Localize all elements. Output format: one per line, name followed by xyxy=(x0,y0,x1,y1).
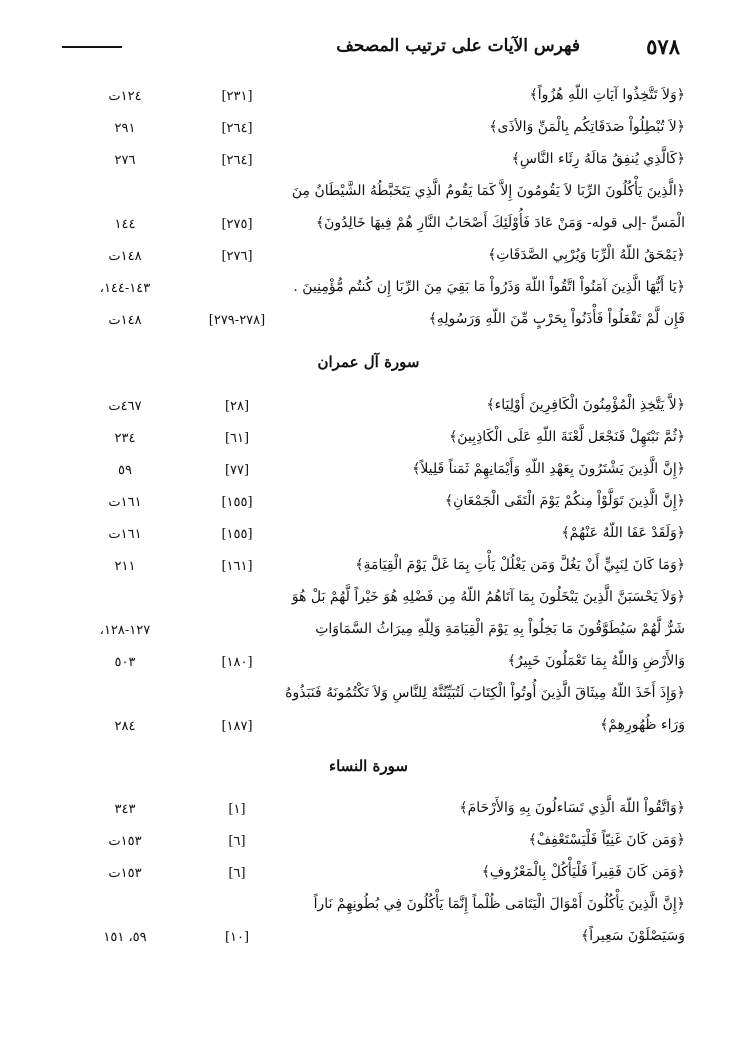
page-refs: ١٢٤ت xyxy=(108,89,142,104)
page-refs: ٢٩١ xyxy=(114,121,136,136)
page-refs: ١٢٧-١٢٨، xyxy=(99,623,151,638)
index-row xyxy=(70,180,685,208)
index-row xyxy=(70,212,685,240)
verse-number: [١٦١] xyxy=(221,559,253,574)
index-row xyxy=(70,394,685,422)
verse-text: ﴿ثُمَّ نَبْتَهِلْ فَنَجْعَل لَّعْنَةَ اللّهِ عَلَى الْكَاذِبِينَ﴾ xyxy=(449,429,685,445)
surah-heading: سورة آل عمران xyxy=(317,353,420,371)
page-refs: ١٤٨ت xyxy=(108,249,142,264)
page-refs: ١٤٤ xyxy=(114,217,136,232)
page-refs: ١٥٣ت xyxy=(108,866,142,881)
verse-text: فَإِن لَّمْ تَفْعَلُواْ فَأْذَنُواْ بِحَرْبٍ مِّنَ اللّهِ وَرَسُولِهِ﴾ xyxy=(428,311,685,327)
verse-number: [٦١] xyxy=(224,431,250,446)
verse-number: [٢٦٤] xyxy=(221,153,253,168)
verse-number: [٦] xyxy=(228,834,246,849)
verse-text: ﴿وَلاَ يَحْسَبَنَّ الَّذِينَ يَبْخَلُونَ بِمَا آتَاهُمُ اللّهُ مِن فَضْلِهِ هُوَ خَيْراً لَّهُمْ بَلْ هُوَ xyxy=(291,589,685,605)
page-refs: ٢٣٤ xyxy=(114,431,136,446)
page-refs: ١٥٣ت xyxy=(108,834,142,849)
page-refs: ٢١١ xyxy=(114,559,136,574)
surah-heading: سورة النساء xyxy=(329,757,408,775)
index-row xyxy=(70,522,685,550)
verse-number: [١٥٥] xyxy=(221,495,253,510)
page-refs: ١٦١ت xyxy=(108,527,142,542)
page-refs: ٥٩، ١٥١ xyxy=(103,930,147,945)
verse-text: ﴿وَلاَ تَتَّخِذُوا آيَاتِ اللّهِ هُزُواً﴾ xyxy=(529,87,685,103)
verse-text: الْمَسِّ -إلى قوله- وَمَنْ عَادَ فَأُوْلَئِكَ أَصْحَابُ النَّارِ هُمْ فِيهَا خَالِدُونَ﴾ xyxy=(315,215,685,231)
index-row xyxy=(70,893,685,921)
verse-text: شَرٌّ لَّهُمْ سَيُطَوَّقُونَ مَا بَخِلُواْ بِهِ يَوْمَ الْقِيَامَةِ وَلِلّهِ مِيرَاثُ السَّمَاوَاتِ xyxy=(315,621,685,637)
page-refs: ٥٩ xyxy=(118,463,132,478)
verse-number: [٢٧٦] xyxy=(221,249,253,264)
verse-text: ﴿يَا أَيُّهَا الَّذِينَ آمَنُواْ اتَّقُواْ اللّهَ وَذَرُواْ مَا بَقِيَ مِنَ الرِّبَا إِن كُنتُم مُّؤْمِنِينَ . xyxy=(293,279,685,295)
verse-number: [١٠] xyxy=(224,930,250,945)
index-row xyxy=(70,458,685,486)
page-title: فهرس الآيات على ترتيب المصحف xyxy=(336,36,580,56)
page-refs: ٥٠٣ xyxy=(114,655,136,670)
verse-number: [٧٧] xyxy=(224,463,250,478)
page-refs: ٤٦٧ت xyxy=(108,399,142,414)
verse-text: ﴿إِنَّ الَّذِينَ تَوَلَّوْاْ مِنكُمْ يَوْمَ الْتَقَى الْجَمْعَانِ﴾ xyxy=(444,493,685,509)
verse-number: [٢٨] xyxy=(224,399,250,414)
header-rule xyxy=(62,46,122,48)
index-row xyxy=(70,148,685,176)
page-number: ٥٧٨ xyxy=(646,34,680,59)
verse-text: وَسَيَصْلَوْنَ سَعِيراً﴾ xyxy=(581,928,685,944)
index-row xyxy=(70,554,685,582)
verse-number: [٢٣١] xyxy=(221,89,253,104)
page-refs: ٣٤٣ xyxy=(114,802,136,817)
index-row xyxy=(70,682,685,710)
verse-number: [٦] xyxy=(228,866,246,881)
verse-number: [١] xyxy=(228,802,246,817)
verse-text: ﴿لاَ تُبْطِلُواْ صَدَقَاتِكُم بِالْمَنِّ وَالأذَى﴾ xyxy=(489,119,685,135)
verse-text: ﴿لاَّ يَتَّخِذِ الْمُؤْمِنُونَ الْكَافِرِينَ أَوْلِيَاء﴾ xyxy=(486,397,685,413)
index-row xyxy=(70,618,685,646)
index-row xyxy=(70,586,685,614)
verse-text: ﴿وَاتَّقُواْ اللّهَ الَّذِي تَسَاءلُونَ بِهِ وَالأَرْحَامَ﴾ xyxy=(459,800,685,816)
page-refs: ٢٨٤ xyxy=(114,719,136,734)
index-row xyxy=(70,84,685,112)
index-row xyxy=(70,797,685,825)
index-row xyxy=(70,116,685,144)
index-row xyxy=(70,861,685,889)
index-row xyxy=(70,426,685,454)
verse-number: [٢٧٥] xyxy=(221,217,253,232)
verse-text: ﴿وَإِذَ أَخَذَ اللّهُ مِيثَاقَ الَّذِينَ أُوتُواْ الْكِتَابَ لَتُبَيِّنُنَّهُ لِلنَّاسِ وَلاَ تَكْتُمُونَهُ فَنَبَذُوهُ xyxy=(285,685,685,701)
page-header xyxy=(62,32,680,62)
page-refs: ١٤٨ت xyxy=(108,313,142,328)
page-refs: ٢٧٦ xyxy=(114,153,136,168)
verse-text: ﴿وَمَن كَانَ غَنِيّاً فَلْيَسْتَعْفِفْ﴾ xyxy=(528,832,685,848)
verse-text: ﴿إِنَّ الَّذِينَ يَشْتَرُونَ بِعَهْدِ اللّهِ وَأَيْمَانِهِمْ ثَمَناً قَلِيلاً﴾ xyxy=(412,461,685,477)
page-refs: ١٦١ت xyxy=(108,495,142,510)
index-row xyxy=(70,714,685,742)
verse-number: [١٨٠] xyxy=(221,655,253,670)
verse-text: وَرَاء ظُهُورِهِمْ﴾ xyxy=(600,717,685,733)
verse-text: ﴿وَمَا كَانَ لِنَبِيٍّ أَنْ يَغُلَّ وَمَن يَغْلُلْ يَأْتِ بِمَا غَلَّ يَوْمَ الْقِيَامَةِ﴾ xyxy=(355,557,685,573)
verse-text: ﴿إِنَّ الَّذِينَ يَأْكُلُونَ أَمْوَالَ الْيَتَامَى ظُلْماً إِنَّمَا يَأْكُلُونَ فِي بُطُونِهِمْ نَاراً xyxy=(313,896,685,912)
index-row xyxy=(70,244,685,272)
verse-number: [٢٧٨-٢٧٩] xyxy=(208,313,266,328)
index-row xyxy=(70,829,685,857)
verse-text: وَالأَرْضِ وَاللّهُ بِمَا تَعْمَلُونَ خَبِيرٌ﴾ xyxy=(507,653,685,669)
verse-text: ﴿الَّذِينَ يَأْكُلُونَ الرِّبَا لاَ يَقُومُونَ إِلاَّ كَمَا يَقُومُ الَّذِي يَتَخَبَّطُهُ الشَّيْطَانُ مِنَ xyxy=(291,183,685,199)
verse-number: [٢٦٤] xyxy=(221,121,253,136)
verse-text: ﴿وَلَقَدْ عَفَا اللّهُ عَنْهُمْ﴾ xyxy=(561,525,685,541)
index-row xyxy=(70,308,685,336)
verse-text: ﴿يَمْحَقُ اللّهُ الْرِّبَا وَيُرْبِي الصَّدَقَاتِ﴾ xyxy=(488,247,685,263)
index-row xyxy=(70,650,685,678)
verse-text: ﴿وَمَن كَانَ فَقِيراً فَلْيَأْكُلْ بِالْمَعْرُوفِ﴾ xyxy=(481,864,685,880)
index-row xyxy=(70,490,685,518)
index-row xyxy=(70,925,685,953)
verse-number: [١٥٥] xyxy=(221,527,253,542)
page-refs: ١٤٣-١٤٤، xyxy=(99,281,151,296)
index-row xyxy=(70,276,685,304)
verse-text: ﴿كَالَّذِي يُنفِقُ مَالَهُ رِئَاء النَّاسِ﴾ xyxy=(511,151,685,167)
verse-number: [١٨٧] xyxy=(221,719,253,734)
